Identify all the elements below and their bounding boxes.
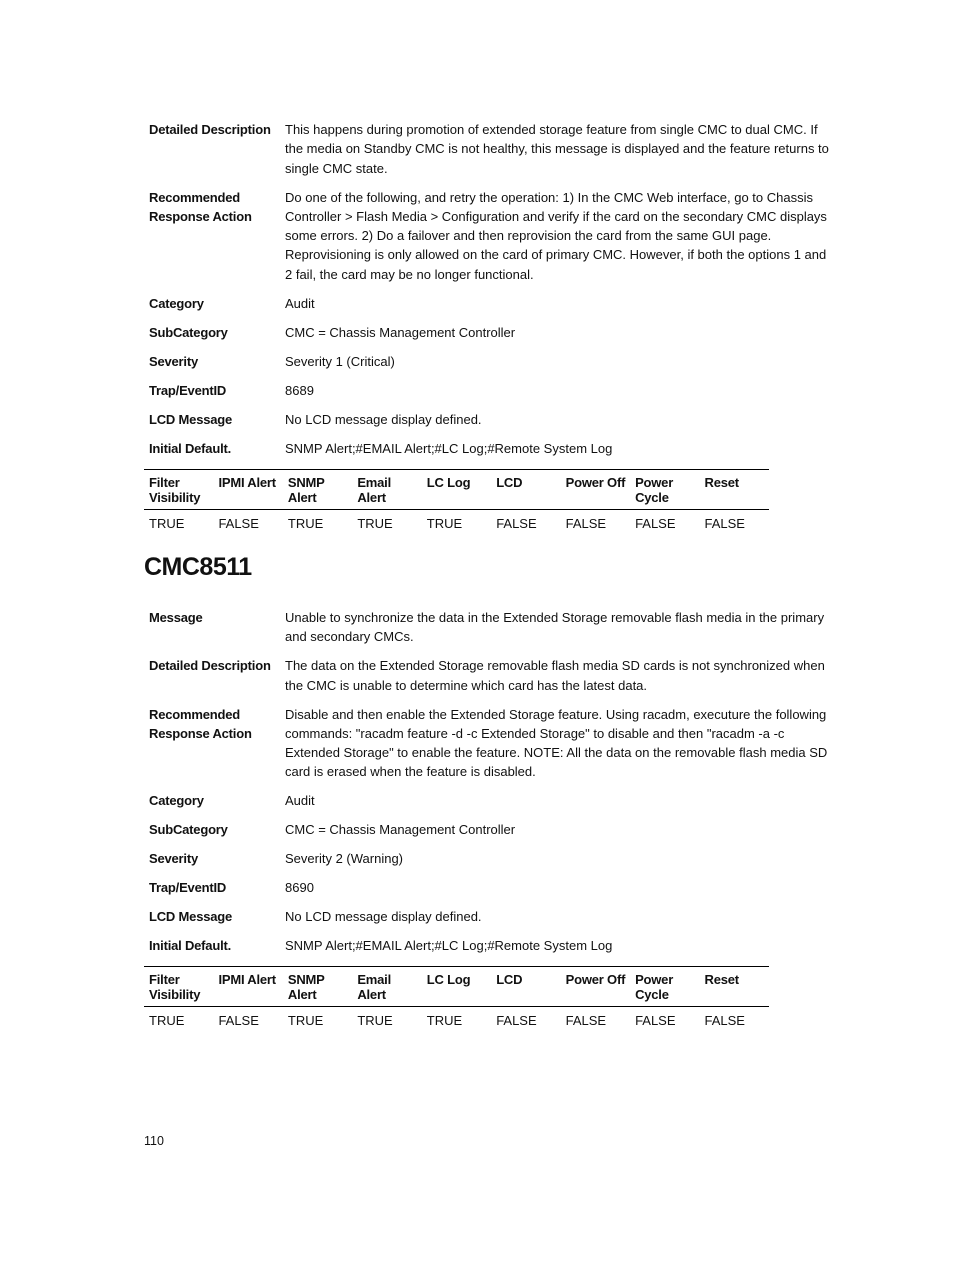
lcd-message-label: LCD Message — [149, 909, 233, 925]
filter-value: TRUE — [287, 1013, 324, 1028]
filter-value: TRUE — [287, 516, 324, 531]
trap-eventid-label: Trap/EventID — [149, 382, 227, 398]
filter-header: Filter Visibility — [144, 967, 213, 1007]
recommended-response-action-value: Disable and then enable the Extended Storage feature. Using racadm, executure the following commands: "racadm feature -d -c Extended Storage" to disable and then "racadm -a -c Extended Storage" to enable the feature. NOTE: All the data on the removable flash media SD card is erased when the feature is disabled. — [285, 706, 828, 780]
subcategory-value: CMC = Chassis Management Controller — [285, 822, 516, 838]
filter-header: Filter Visibility — [144, 470, 213, 510]
lcd-message-value: No LCD message display defined. — [285, 411, 482, 427]
recommended-response-action-value: Do one of the following, and retry the operation: 1) In the CMC Web interface, go to Chassis Controller > Flash Media > Configuration and verify if the card on the secondary CMC displays some errors. 2) Do a failover and then reprovision the card from the same GUI page. Reprovisioning is only allowed on the card of primary CMC. However, if both the options 1 and 2 fail, the card may be no longer functional. — [285, 189, 827, 282]
filter-value: FALSE — [496, 1013, 537, 1028]
filter-value: TRUE — [149, 1013, 185, 1028]
filter-header: Reset — [700, 967, 770, 1007]
filter-value: FALSE — [496, 516, 537, 531]
severity-label: Severity — [149, 353, 198, 369]
filter-table-header-row — [144, 967, 769, 1007]
trap-eventid-label: Trap/EventID — [149, 880, 227, 896]
category-label: Category — [149, 295, 204, 311]
severity-label: Severity — [149, 851, 198, 867]
filter-value: TRUE — [426, 1013, 463, 1028]
filter-value: TRUE — [357, 516, 393, 531]
filter-header: Email Alert — [352, 967, 421, 1007]
recommended-response-action-label: Recommended Response Action — [149, 706, 252, 741]
filter-header: Email Alert — [352, 470, 421, 510]
table-row — [144, 1007, 769, 1030]
initial-default-label: Initial Default. — [149, 440, 232, 456]
filter-header: LC Log — [422, 967, 491, 1007]
filter-header: Power Off — [561, 470, 630, 510]
filter-value: FALSE — [704, 1013, 745, 1028]
filter-header: IPMI Alert — [213, 967, 282, 1007]
message-details-block-2 — [149, 608, 829, 965]
filter-value: FALSE — [565, 1013, 607, 1028]
severity-value: Severity 2 (Warning) — [285, 851, 403, 867]
filter-table-2 — [144, 966, 769, 1029]
message-details-block-1 — [149, 120, 829, 468]
filter-header: LCD — [491, 967, 560, 1007]
filter-header: LC Log — [422, 470, 491, 510]
detailed-description-label: Detailed Description — [149, 122, 271, 137]
detailed-description-value: The data on the Extended Storage removable flash media SD cards is not synchronized when the CMC is unable to determine which card has the latest data. — [285, 658, 825, 693]
initial-default-value: SNMP Alert;#EMAIL Alert;#LC Log;#Remote System Log — [285, 440, 613, 456]
trap-eventid-value: 8689 — [285, 382, 314, 398]
filter-value: TRUE — [149, 516, 185, 531]
filter-value: FALSE — [635, 1013, 676, 1028]
filter-header: LCD — [491, 470, 560, 510]
filter-table-header-row — [144, 470, 769, 510]
initial-default-label: Initial Default. — [149, 938, 232, 954]
lcd-message-label: LCD Message — [149, 411, 233, 427]
trap-eventid-value: 8690 — [285, 880, 314, 896]
detailed-description-value: This happens during promotion of extended storage feature from single CMC to dual CMC. If the media on Standby CMC is not healthy, this message is displayed and the feature returns to single CMC state. — [285, 122, 829, 176]
filter-header: IPMI Alert — [213, 470, 282, 510]
filter-value: FALSE — [635, 516, 676, 531]
message-label: Message — [149, 610, 203, 625]
detailed-description-label: Detailed Description — [149, 658, 271, 674]
subcategory-value: CMC = Chassis Management Controller — [285, 324, 516, 340]
category-label: Category — [149, 793, 204, 809]
filter-value: FALSE — [218, 516, 259, 531]
subcategory-label: SubCategory — [149, 822, 228, 838]
filter-value: FALSE — [218, 1013, 259, 1028]
initial-default-value: SNMP Alert;#EMAIL Alert;#LC Log;#Remote System Log — [285, 938, 613, 954]
filter-value: FALSE — [565, 516, 607, 531]
lcd-message-value: No LCD message display defined. — [285, 909, 482, 925]
severity-value: Severity 1 (Critical) — [285, 353, 395, 369]
filter-value: TRUE — [426, 516, 463, 531]
table-row — [144, 510, 769, 533]
subcategory-label: SubCategory — [149, 324, 228, 340]
filter-header: Power Off — [561, 967, 630, 1007]
category-value: Audit — [285, 295, 315, 311]
recommended-response-action-label: Recommended Response Action — [149, 189, 252, 224]
message-value: Unable to synchronize the data in the Extended Storage removable flash media in the primary and secondary CMCs. — [285, 610, 825, 645]
filter-header: SNMP Alert — [283, 967, 352, 1007]
filter-header: Reset — [700, 470, 770, 510]
filter-header: Power Cycle — [630, 967, 699, 1007]
page-number: 110 — [144, 1134, 164, 1148]
filter-value: TRUE — [357, 1013, 393, 1028]
filter-header: SNMP Alert — [283, 470, 352, 510]
category-value: Audit — [285, 793, 315, 809]
section-title: CMC8511 — [144, 553, 252, 581]
filter-value: FALSE — [704, 516, 745, 531]
filter-table-1 — [144, 469, 769, 532]
filter-header: Power Cycle — [630, 470, 699, 510]
